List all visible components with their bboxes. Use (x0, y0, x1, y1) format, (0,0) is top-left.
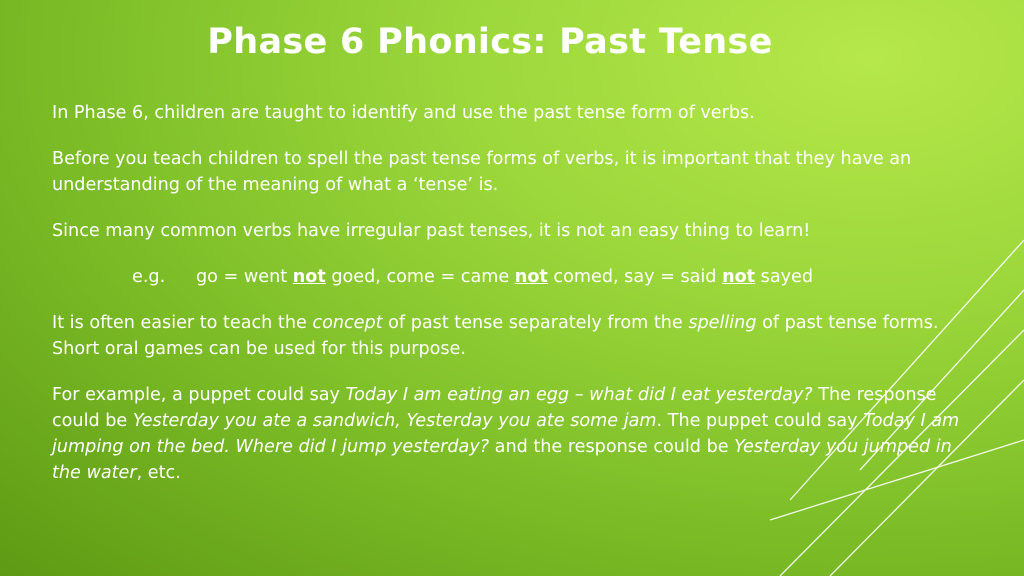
emphasis-not: not (722, 267, 756, 287)
example-text: goed, come = came (325, 267, 515, 287)
text-run: . The puppet could say (656, 411, 864, 431)
slide-title: Phase 6 Phonics: Past Tense (207, 22, 773, 62)
emphasis-not: not (514, 267, 548, 287)
paragraph-intro: In Phase 6, children are taught to identify and use the past tense form of verbs. (52, 103, 755, 123)
example-text: sayed (755, 267, 814, 287)
paragraph-concept (52, 310, 982, 362)
italic-run: Today I am eating an egg – what did I eat yesterday? (345, 385, 813, 405)
paragraph-irregular: Since many common verbs have irregular past tenses, it is not an easy thing to learn! (52, 221, 811, 241)
text-run: It is often easier to teach the (52, 313, 313, 333)
italic-run: Yesterday you jumped in the water (52, 437, 952, 483)
slide-body (52, 100, 982, 506)
text-run: of past tense separately from the (382, 313, 689, 333)
paragraph-puppet-example (52, 382, 982, 486)
text-run: of past tense forms. Short oral games can be used for this purpose. (52, 313, 939, 359)
italic-run: concept (312, 313, 383, 333)
paragraph-example (52, 264, 982, 290)
italic-run: spelling (688, 313, 757, 333)
example-label: e.g. (132, 267, 166, 287)
text-run: , etc. (136, 463, 181, 483)
text-run: The response could be (52, 385, 937, 431)
italic-run: Today I am jumping on the bed. Where did I jump yesterday? (52, 411, 960, 457)
example-text: go = went (196, 267, 293, 287)
paragraph-before-teaching: Before you teach children to spell the past tense forms of verbs, it is important that they have an understanding of the meaning of what a ‘tense’ is. (52, 149, 912, 195)
example-text: comed, say = said (547, 267, 723, 287)
emphasis-not: not (292, 267, 326, 287)
text-run: and the response could be (489, 437, 735, 457)
italic-run: Yesterday you ate a sandwich, Yesterday you ate some jam (132, 411, 657, 431)
text-run: For example, a puppet could say (52, 385, 346, 405)
